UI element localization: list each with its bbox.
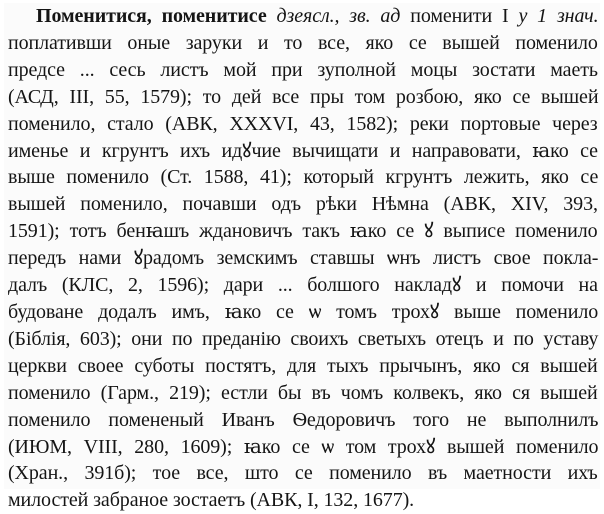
base-word: поменити	[410, 5, 493, 27]
entry-line: выше поменило (Ст. 1588, 41); который кгрунтъ лежить, яко се	[8, 166, 599, 189]
entry-header-line	[8, 3, 598, 30]
entry-line: предсе ... сесь листъ мой при зуполной моцы зостати маеть	[8, 58, 598, 81]
entry-line-last: милостей забраное зостаетъ (АВК, I, 132, 1677).	[8, 489, 415, 512]
entry-line: поменило, стало (АВК, XXXVI, 43, 1582); реки портовые через	[8, 112, 598, 135]
entry-line: вышей поменило, почавши одъ рѣки Нѣмна (АВК, XIV, 393,	[8, 193, 598, 216]
entry-line: именье и кгрунтъ ихъ идꙋчие вычищати и направовати, ꙗко се	[8, 139, 598, 162]
entry-line: поплативши оные заруки и то все, яко се вышей поменило	[8, 31, 598, 54]
entry-line: (АСД, III, 55, 1579); то дей все пры том розбою, яко се вышей	[8, 85, 599, 108]
headword: Поменитися, поменитисе	[36, 5, 267, 27]
sense-ref: I	[502, 5, 509, 27]
dictionary-page	[4, 3, 600, 512]
entry-line: (Хран., 391б); тое все, што се поменило въ маетности ихъ	[8, 462, 598, 485]
dictionary-entry	[8, 3, 598, 514]
entry-line: (Біблія, 603); они по преданію своихъ светыхъ отецъ и по уставу	[8, 327, 599, 350]
entry-line: будоване додалъ имъ, ꙗко се ѡ томъ трохꙋ выше поменило	[8, 300, 599, 323]
entry-line: (ИЮМ, VIII, 280, 1609); ꙗко се ѡ том трохꙋ вышей поменило	[8, 435, 599, 458]
entry-line: поменило помененый Иванъ Ѳедоровичъ того не выполнилъ	[8, 408, 599, 431]
grammar-note: дзеясл., зв. ад	[276, 5, 401, 27]
entry-line: 1591); тотъ бенꙗшъ ждановичъ такъ ꙗко се ꙋ выписе поменило	[8, 220, 598, 243]
entry-line: далъ (КЛС, 2, 1596); дари ... болшого накладꙋ и помочи на	[8, 274, 598, 297]
entry-line: передъ нами ꙋрадомъ земскимъ ставшы ѡнъ листъ свое покла-	[8, 247, 599, 270]
sense-mark: у 1 знач.	[518, 5, 599, 27]
entry-line: поменило (Гарм., 219); естли бы въ чомъ колвекъ, яко ся вышей	[8, 381, 598, 404]
entry-line: церкви своее суботы постятъ, для тыхъ прычынъ, яко ся вышей	[8, 354, 598, 377]
